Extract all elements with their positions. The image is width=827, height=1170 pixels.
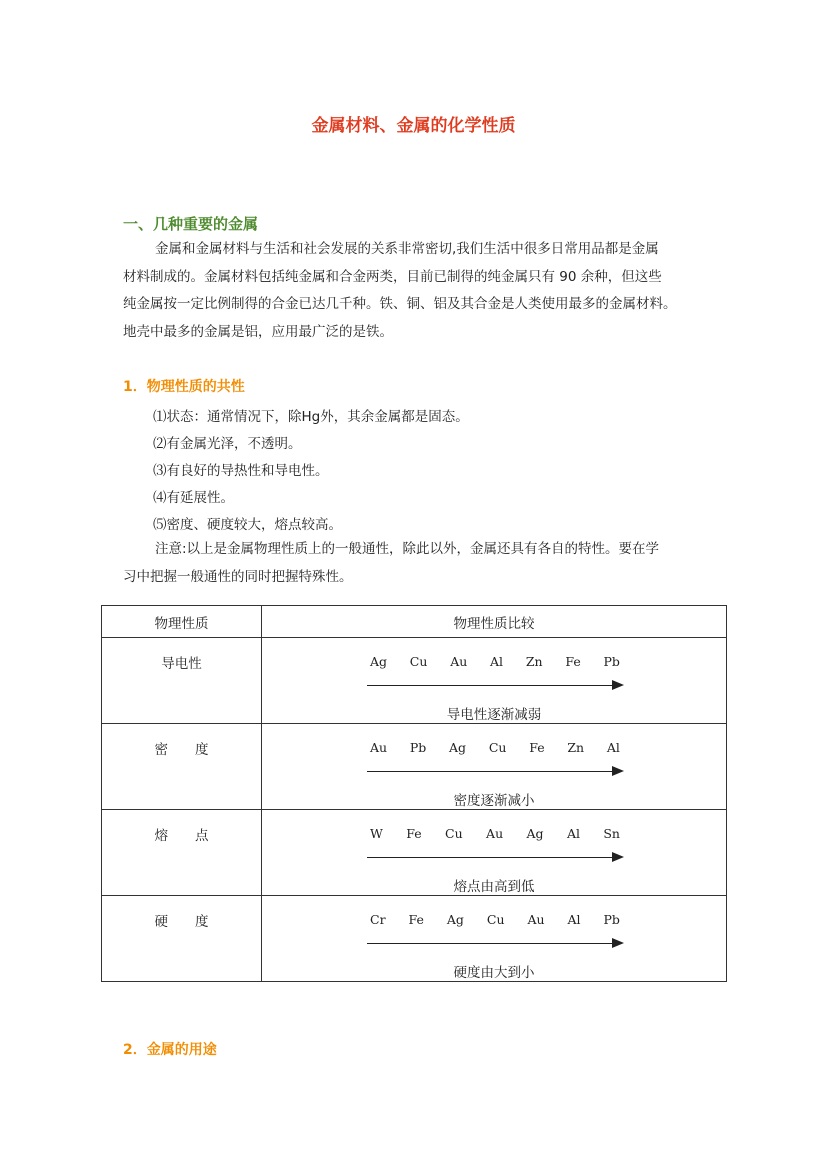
metal-symbol: Sn xyxy=(603,826,620,841)
metal-symbol: Ag xyxy=(370,654,388,669)
physical-properties-table xyxy=(101,605,727,982)
right-arrow-icon xyxy=(367,943,612,944)
intro-line: 金属和金属材料与生活和社会发展的关系非常密切,我们生活中很多日常用品都是金属 xyxy=(155,241,659,257)
metal-symbol: Fe xyxy=(406,826,422,841)
metal-symbol: Au xyxy=(486,826,504,841)
property-item: ⑸密度、硬度较大，熔点较高。 xyxy=(153,517,342,533)
note-line: 习中把握一般通性的同时把握特殊性。 xyxy=(123,568,353,585)
metal-symbol: Ag xyxy=(446,912,464,927)
property-name: 导电性 xyxy=(161,656,202,672)
intro-paragraph xyxy=(123,236,708,346)
subheading-uses: 2．金属的用途 xyxy=(123,1042,217,1058)
intro-line: 纯金属按一定比例制得的合金已达几千种。铁、铜、铝及其合金是人类使用最多的金属材料。 xyxy=(123,296,677,312)
metal-symbol: Al xyxy=(606,740,620,755)
subheading-physical-properties: 1．物理性质的共性 xyxy=(123,379,245,395)
metal-symbol: Cu xyxy=(488,740,507,755)
right-arrow-icon xyxy=(367,857,612,858)
property-item: ⑴状态：通常情况下，除Hg外，其余金属都是固态。 xyxy=(153,409,469,425)
metal-symbol: W xyxy=(370,826,383,841)
header-comparison: 物理性质比较 xyxy=(262,606,727,638)
metal-symbol: Pb xyxy=(603,654,620,669)
metal-symbol: Al xyxy=(567,912,581,927)
metal-symbol: Cu xyxy=(409,654,428,669)
metal-symbol: Al xyxy=(566,826,580,841)
page-title: 金属材料、金属的化学性质 xyxy=(311,116,516,136)
trend-caption: 硬度由大到小 xyxy=(453,965,535,981)
property-name: 熔 点 xyxy=(154,828,209,844)
table-header-row xyxy=(102,606,727,638)
header-property: 物理性质 xyxy=(102,606,262,638)
metal-symbol: Cu xyxy=(445,826,463,841)
metal-symbol: Fe xyxy=(529,740,545,755)
table-row xyxy=(102,810,727,896)
metal-symbol: Pb xyxy=(409,740,427,755)
metal-series xyxy=(370,826,620,841)
metal-symbol: Al xyxy=(490,654,504,669)
table-row xyxy=(102,724,727,810)
intro-line: 地壳中最多的金属是铝，应用最广泛的是铁。 xyxy=(123,323,393,340)
section-heading-metals: 一、几种重要的金属 xyxy=(123,215,259,233)
metal-symbol: Cu xyxy=(486,912,505,927)
metal-series xyxy=(370,912,620,927)
metal-symbol: Au xyxy=(450,654,468,669)
trend-caption: 密度逐渐减小 xyxy=(453,793,535,809)
metal-symbol: Fe xyxy=(408,912,424,927)
right-arrow-icon xyxy=(367,685,612,686)
note-paragraph xyxy=(123,536,708,591)
trend-caption: 导电性逐渐减弱 xyxy=(446,707,542,723)
property-item: ⑷有延展性。 xyxy=(153,490,234,506)
intro-line: 材料制成的。金属材料包括纯金属和合金两类，目前已制得的纯金属只有 90 余种，但这些 xyxy=(123,268,662,285)
metal-symbol: Zn xyxy=(567,740,585,755)
metal-symbol: Ag xyxy=(526,826,544,841)
metal-symbol: Fe xyxy=(565,654,581,669)
right-arrow-icon xyxy=(367,771,612,772)
metal-symbol: Au xyxy=(527,912,545,927)
property-name: 硬 度 xyxy=(154,914,209,930)
metal-symbol: Au xyxy=(370,740,388,755)
property-item: ⑶有良好的导热性和导电性。 xyxy=(153,463,329,479)
metal-series xyxy=(370,654,620,669)
trend-caption: 熔点由高到低 xyxy=(453,879,535,895)
table-row xyxy=(102,896,727,982)
metal-symbol: Zn xyxy=(525,654,543,669)
metal-symbol: Ag xyxy=(449,740,467,755)
metal-symbol: Cr xyxy=(370,912,386,927)
property-item: ⑵有金属光泽，不透明。 xyxy=(153,436,302,452)
note-line: 注意:以上是金属物理性质上的一般通性，除此以外，金属还具有各自的特性。要在学 xyxy=(155,541,660,557)
metal-series xyxy=(370,740,620,755)
table-row xyxy=(102,638,727,724)
property-name: 密 度 xyxy=(154,742,209,758)
metal-symbol: Pb xyxy=(603,912,620,927)
